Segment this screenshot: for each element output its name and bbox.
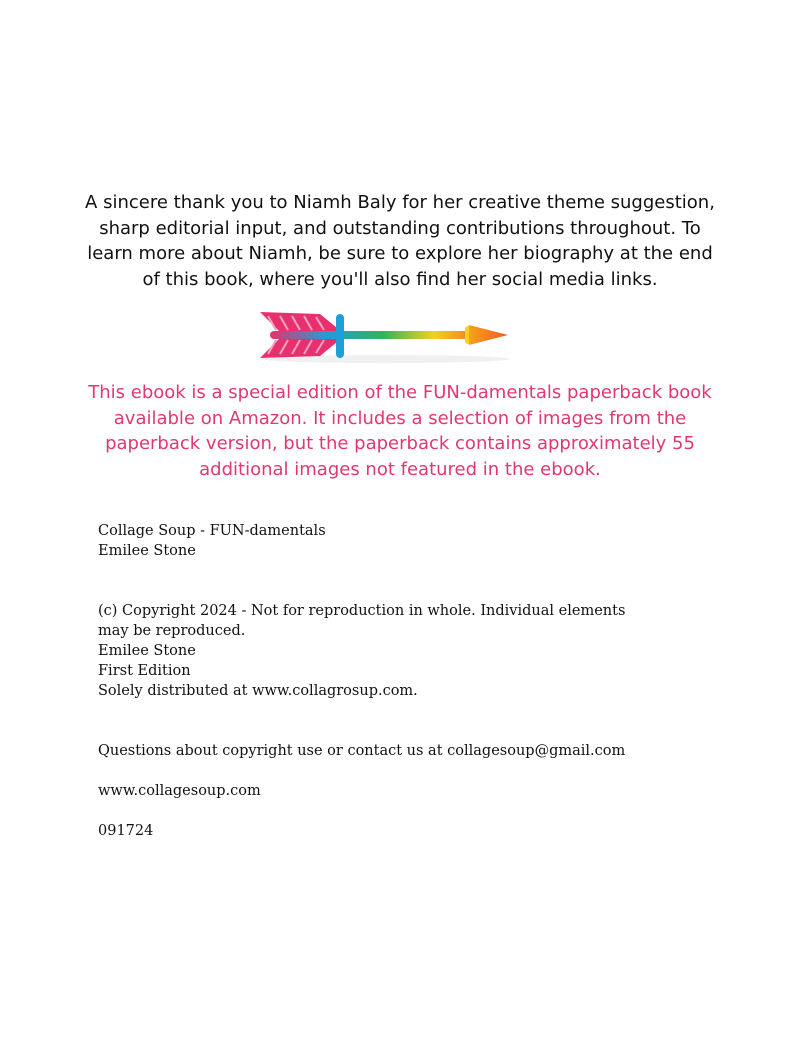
website-block <box>98 781 658 801</box>
ebook-notice-section <box>80 380 720 482</box>
edition-text: First Edition <box>98 663 191 679</box>
acknowledgement-text: A sincere thank you to Niamh Baly for her creative theme suggestion, sharp editorial input, and outstanding contributions throughout. To learn more about Niamh, be sure to explore her biography at the end of this book, where you'll also find her social media links. <box>85 192 715 290</box>
contact-questions-text: Questions about copyright use or contact us at collagesoup@gmail.com <box>98 743 626 759</box>
print-code: 091724 <box>98 823 154 839</box>
ebook-notice-text: This ebook is a special edition of the FUN-damentals paperback book available on Amazon. It includes a selection of images from the paperback version, but the paperback contains approximately 55 additional images not featured in the ebook. <box>88 382 712 480</box>
book-author: Emilee Stone <box>98 543 196 559</box>
book-title: Collage Soup - FUN-damentals <box>98 523 326 539</box>
code-block <box>98 821 658 841</box>
copyright-author: Emilee Stone <box>98 643 196 659</box>
acknowledgement-section <box>80 190 720 292</box>
rainbow-arrow-icon <box>250 304 520 368</box>
copyright-block <box>98 601 658 701</box>
distribution-text: Solely distributed at www.collagrosup.com. <box>98 683 418 699</box>
book-info-block <box>98 521 658 561</box>
contact-block <box>98 741 658 761</box>
copyright-text: (c) Copyright 2024 - Not for reproduction in whole. Individual elements may be reproduced. <box>98 603 626 639</box>
website-link[interactable]: www.collagesoup.com <box>98 783 261 799</box>
